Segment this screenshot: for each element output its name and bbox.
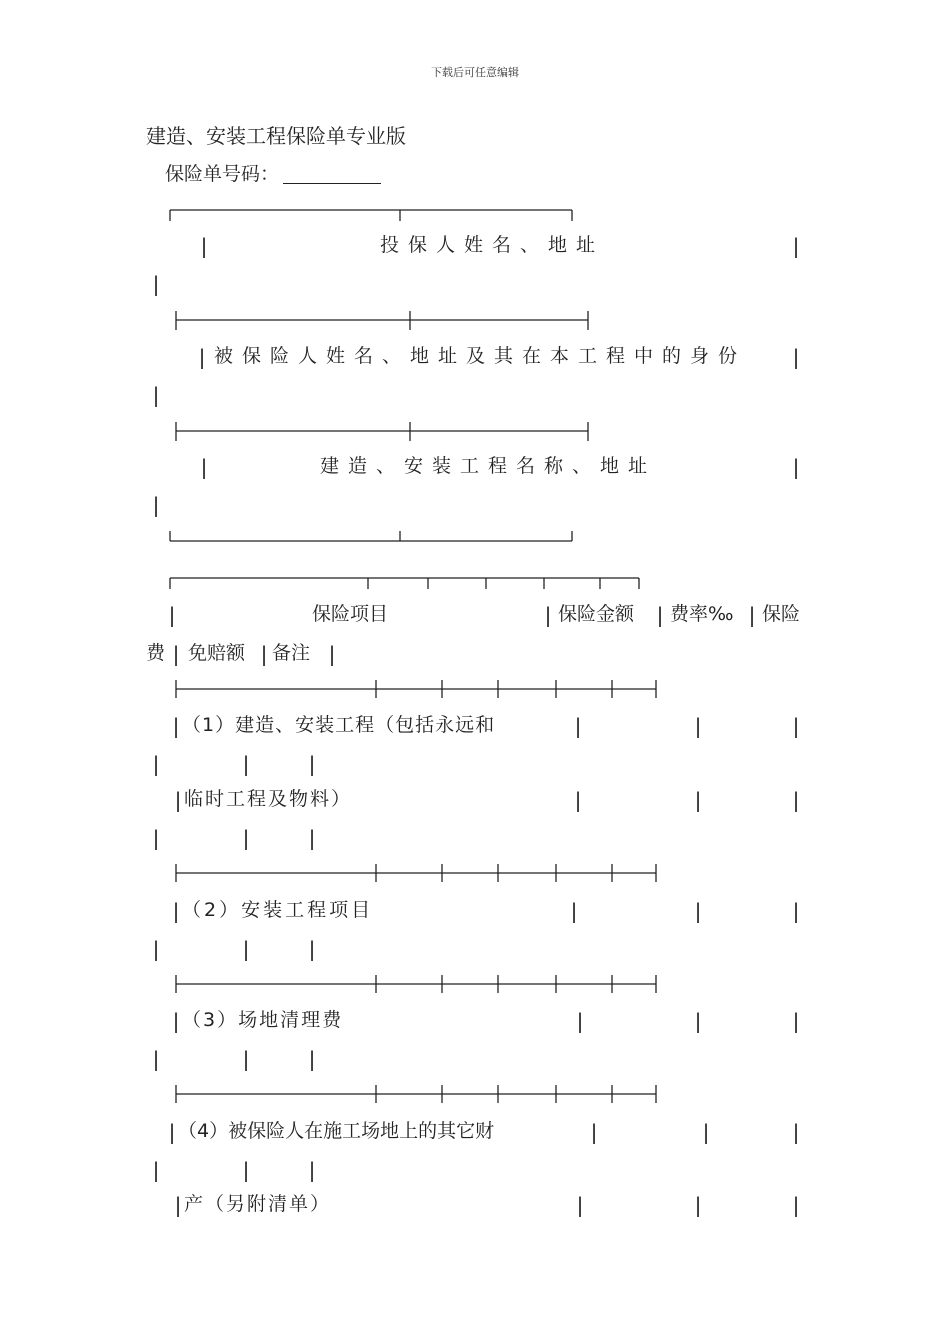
row-bar: | [654, 603, 667, 627]
item-2: （2）安装工程项目 [182, 899, 374, 921]
header-premium: 保险 [762, 603, 801, 625]
items-table-separator-2 [176, 864, 656, 882]
row-bar: | [692, 788, 705, 812]
row-bar: | [574, 1193, 587, 1217]
row-bar: | [240, 1158, 253, 1182]
row-bar: | [306, 1158, 319, 1182]
row-bar: | [588, 1120, 601, 1144]
row-bar: | [150, 493, 163, 517]
row-bar: | [568, 899, 581, 923]
row-bar: | [306, 1047, 319, 1071]
row-bar: | [150, 1158, 163, 1182]
policy-number-label: 保险单号码： [165, 163, 280, 185]
item-1-line-2: 临时工程及物料） [184, 788, 353, 810]
items-table-separator-3 [176, 975, 656, 993]
items-table-separator-4 [176, 1085, 656, 1103]
row-bar: | [692, 714, 705, 738]
project-name-address: 建造、安装工程名称、地址 [320, 455, 657, 477]
header-premium-cont: 费 [146, 642, 166, 664]
row-bar: | [196, 345, 209, 369]
top-table-top-border [170, 210, 572, 221]
row-bar: | [790, 455, 803, 479]
header-deductible: 免赔额 [188, 642, 246, 664]
row-bar: | [172, 1193, 185, 1217]
item-1-line-1: （1）建造、安装工程（包括永远和 [182, 714, 496, 736]
row-bar: | [198, 455, 211, 479]
row-bar: | [790, 234, 803, 258]
row-bar: | [240, 937, 253, 961]
header-sum-insured: 保险金额 [558, 603, 635, 625]
row-bar: | [150, 752, 163, 776]
row-bar: | [150, 937, 163, 961]
row-bar: | [240, 826, 253, 850]
row-bar: | [166, 1120, 179, 1144]
item-3: （3）场地清理费 [182, 1009, 344, 1031]
row-bar: | [150, 826, 163, 850]
row-bar: | [258, 642, 271, 666]
row-bar: | [790, 714, 803, 738]
row-bar: | [542, 603, 555, 627]
row-bar: | [170, 1009, 183, 1033]
row-bar: | [240, 752, 253, 776]
row-bar: | [326, 642, 339, 666]
row-bar: | [306, 752, 319, 776]
row-bar: | [700, 1120, 713, 1144]
document-title: 建造、安装工程保险单专业版 [146, 124, 406, 148]
row-bar: | [790, 788, 803, 812]
row-bar: | [746, 603, 759, 627]
insured-name-address-role: 被保险人姓名、地址及其在本工程中的身份 [214, 345, 747, 367]
top-table-separator-2 [176, 422, 588, 441]
row-bar: | [574, 1009, 587, 1033]
row-bar: | [692, 1193, 705, 1217]
row-bar: | [306, 937, 319, 961]
row-bar: | [790, 345, 803, 369]
row-bar: | [572, 714, 585, 738]
row-bar: | [150, 272, 163, 296]
top-table-separator-1 [176, 311, 588, 330]
header-insured-item: 保险项目 [312, 603, 389, 625]
row-bar: | [170, 899, 183, 923]
row-bar: | [172, 788, 185, 812]
row-bar: | [572, 788, 585, 812]
row-bar: | [790, 899, 803, 923]
row-bar: | [198, 234, 211, 258]
top-table-bottom-border [170, 531, 572, 541]
header-rate: 费率‰ [670, 603, 734, 625]
row-bar: | [170, 642, 183, 666]
row-bar: | [790, 1193, 803, 1217]
row-bar: | [166, 603, 179, 627]
row-bar: | [150, 383, 163, 407]
row-bar: | [170, 714, 183, 738]
row-bar: | [306, 826, 319, 850]
items-table-top-border [170, 578, 639, 589]
header-remark: 备注 [272, 642, 311, 664]
row-bar: | [790, 1120, 803, 1144]
item-4-line-2: 产（另附清单） [184, 1193, 332, 1215]
row-bar: | [240, 1047, 253, 1071]
items-table-separator-1 [176, 680, 656, 698]
row-bar: | [790, 1009, 803, 1033]
row-bar: | [692, 1009, 705, 1033]
item-4-line-1: （4）被保险人在施工场地上的其它财 [178, 1120, 495, 1142]
row-bar: | [150, 1047, 163, 1071]
row-bar: | [692, 899, 705, 923]
page-header: 下载后可任意编辑 [431, 66, 519, 79]
applicant-name-address: 投保人姓名、地址 [380, 234, 605, 256]
